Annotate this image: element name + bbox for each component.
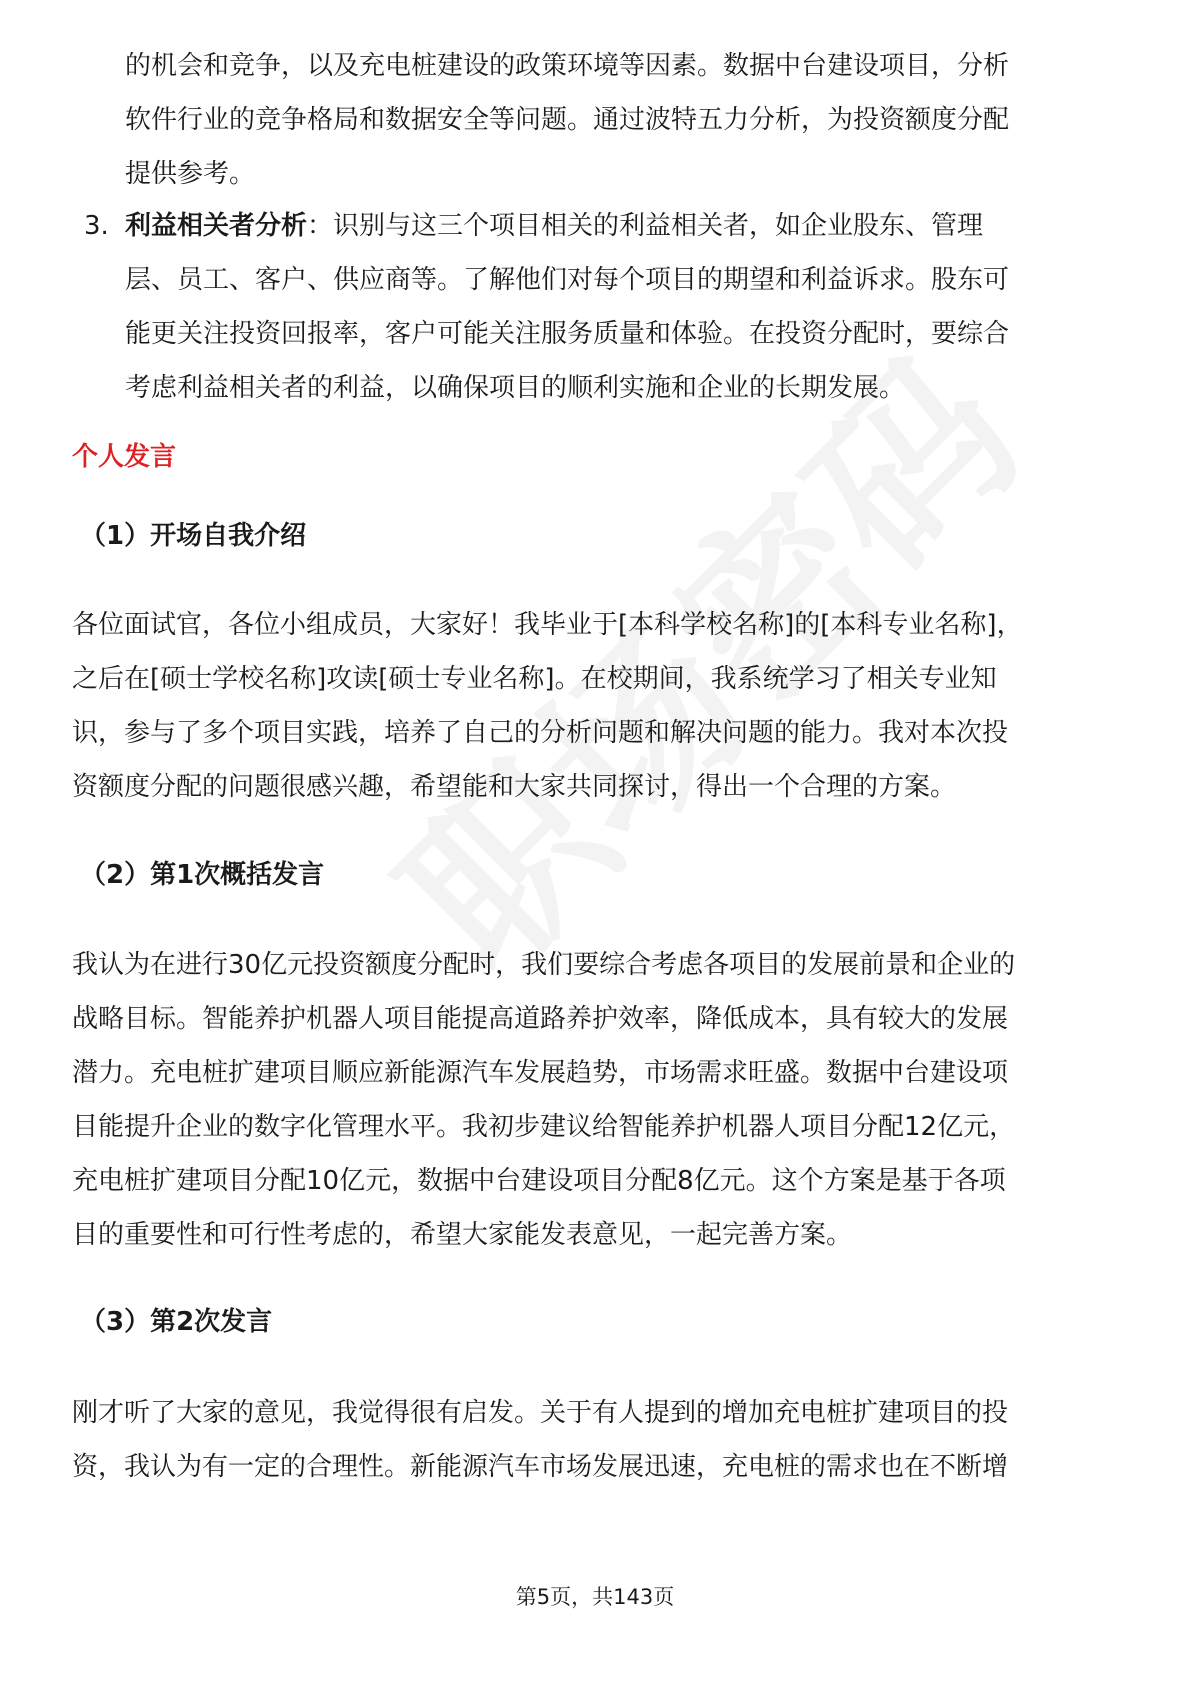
text-line: 能更关注投资回报率，客户可能关注服务质量和体验。在投资分配时，要综合 <box>125 319 1010 349</box>
list-item-text: ：识别与这三个项目相关的利益相关者，如企业股东、管理 <box>307 211 984 241</box>
text-line: 潜力。充电桩扩建项目顺应新能源汽车发展趋势，市场需求旺盛。数据中台建设项 <box>72 1058 1009 1088</box>
list-item-label: 利益相关者分析 <box>125 211 308 241</box>
text-line: 我认为在进行30亿元投资额度分配时，我们要综合考虑各项目的发展前景和企业的 <box>72 950 1016 980</box>
text-line: 识，参与了多个项目实践，培养了自己的分析问题和解决问题的能力。我对本次投 <box>72 718 1009 748</box>
text-line: 战略目标。智能养护机器人项目能提高道路养护效率，降低成本，具有较大的发展 <box>72 1004 1009 1034</box>
text-line: 目的重要性和可行性考虑的，希望大家能发表意见，一起完善方案。 <box>72 1220 853 1250</box>
text-line: 资额度分配的问题很感兴趣，希望能和大家共同探讨，得出一个合理的方案。 <box>72 772 957 802</box>
text-line: 刚才听了大家的意见，我觉得很有启发。关于有人提到的增加充电桩扩建项目的投 <box>72 1398 1009 1428</box>
text-line: 考虑利益相关者的利益，以确保项目的顺利实施和企业的长期发展。 <box>125 373 906 403</box>
text-line <box>125 199 1122 254</box>
text-line: 的机会和竞争，以及充电桩建设的政策环境等因素。数据中台建设项目，分析 <box>125 51 1010 81</box>
text-line: 提供参考。 <box>125 159 256 189</box>
section-title: 个人发言 <box>72 442 177 472</box>
text-line: 充电桩扩建项目分配10亿元，数据中台建设项目分配8亿元。这个方案是基于各项 <box>72 1166 1006 1196</box>
text-line: 目能提升企业的数字化管理水平。我初步建议给智能养护机器人项目分配12亿元， <box>72 1112 1016 1142</box>
text-line: 软件行业的竞争格局和数据安全等问题。通过波特五力分析，为投资额度分配 <box>125 105 1010 135</box>
text-line: 各位面试官，各位小组成员，大家好！我毕业于[本科学校名称]的[本科专业名称]， <box>72 610 1023 640</box>
text-line: 层、员工、客户、供应商等。了解他们对每个项目的期望和利益诉求。股东可 <box>125 265 1010 295</box>
page-footer: 第5页，共143页 <box>515 1585 675 1609</box>
sub-heading: （3）第2次发言 <box>80 1307 273 1337</box>
text-line: 之后在[硕士学校名称]攻读[硕士专业名称]。在校期间，我系统学习了相关专业知 <box>72 664 997 694</box>
text-line: 资，我认为有一定的合理性。新能源汽车市场发展迅速，充电桩的需求也在不断增 <box>72 1452 1009 1482</box>
sub-heading: （1）开场自我介绍 <box>80 521 307 551</box>
list-number: 3. <box>84 211 109 241</box>
sub-heading: （2）第1次概括发言 <box>80 860 325 890</box>
